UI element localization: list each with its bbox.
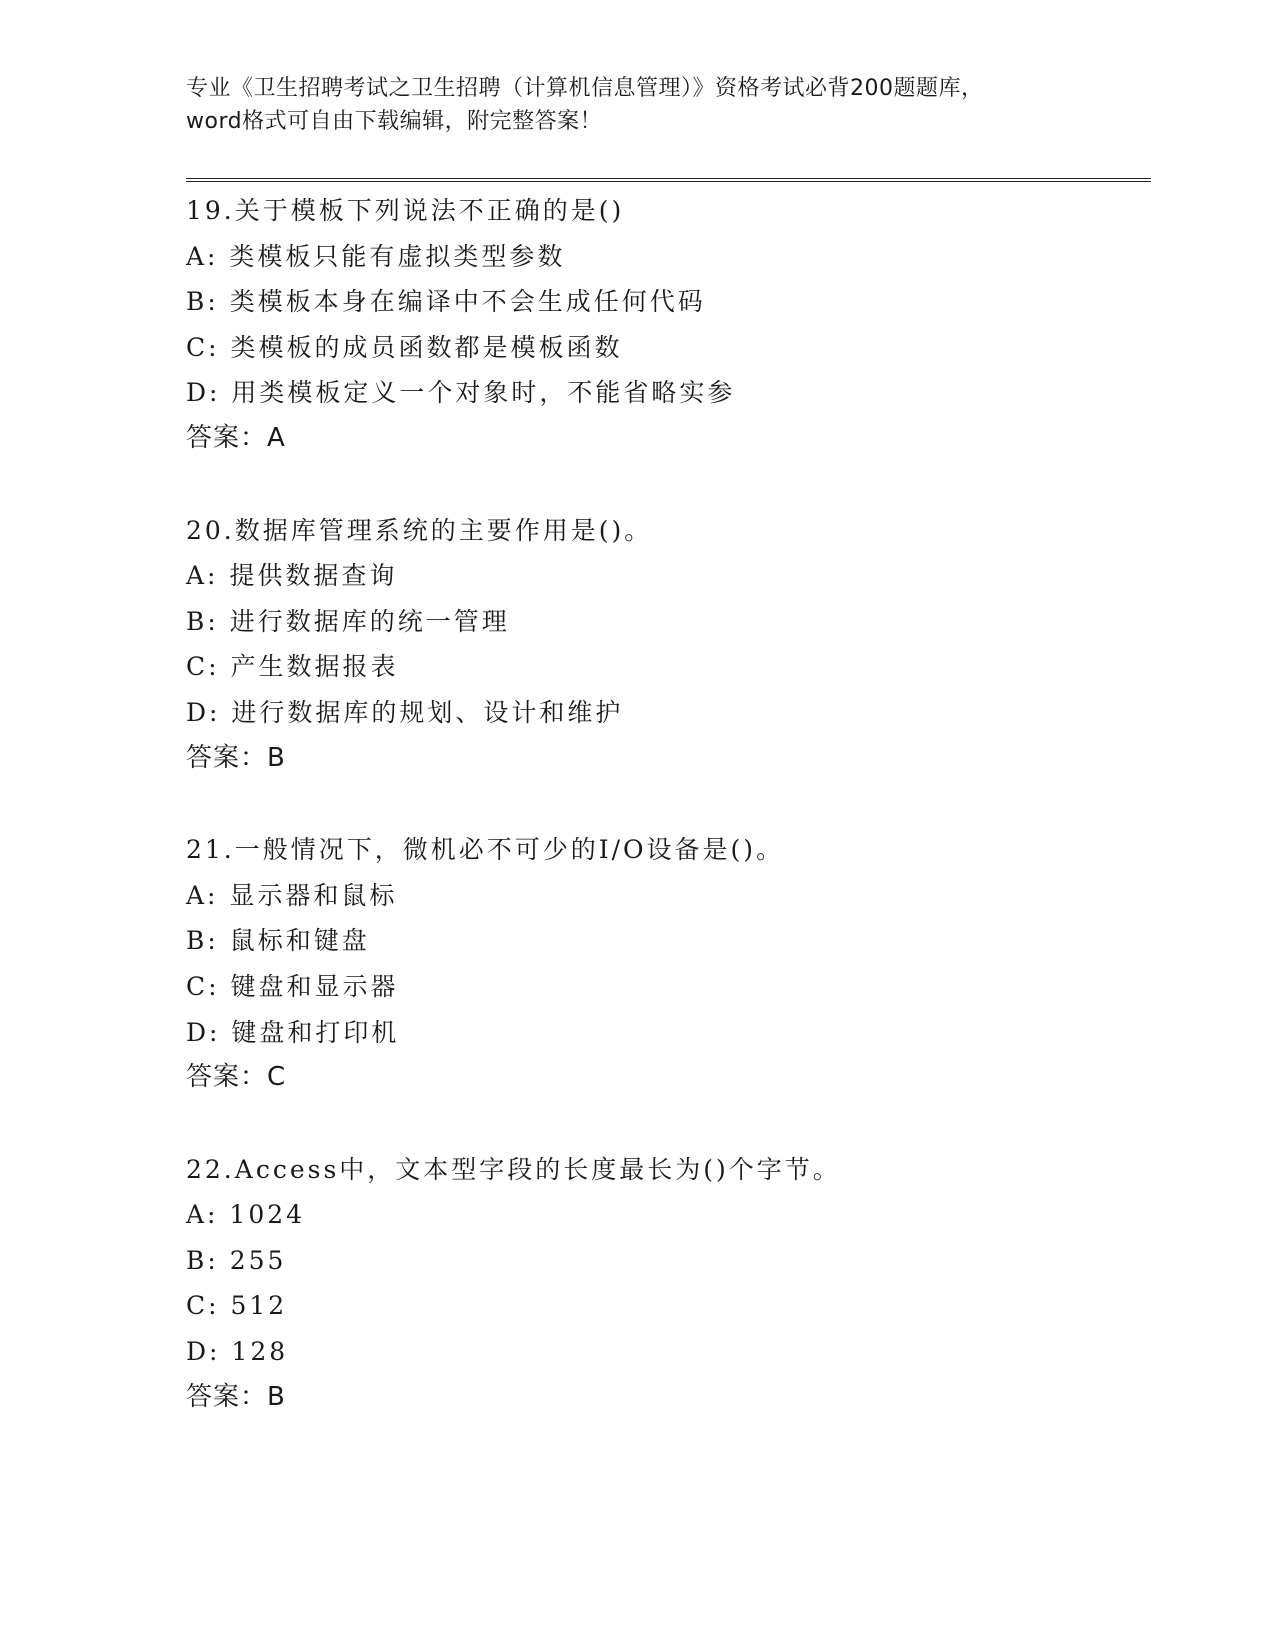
- header-line-1: 专业《卫生招聘考试之卫生招聘（计算机信息管理）》资格考试必背200题题库，: [186, 76, 984, 101]
- option-b: B: 进行数据库的统一管理: [186, 606, 510, 636]
- option-b: B: 类模板本身在编译中不会生成任何代码: [186, 287, 706, 317]
- option-c: C: 键盘和显示器: [186, 971, 399, 1001]
- answer-label: 答案：B: [186, 742, 286, 773]
- option-a: A: 提供数据查询: [186, 561, 398, 591]
- option-d: D: 128: [186, 1337, 289, 1367]
- header-line-2: word格式可自由下载编辑，附完整答案！: [186, 109, 603, 134]
- option-a: A: 1024: [186, 1200, 306, 1230]
- option-d: D: 进行数据库的规划、设计和维护: [186, 697, 624, 727]
- option-c: C: 512: [186, 1291, 288, 1321]
- question-19: [186, 188, 1151, 462]
- answer-label: 答案：C: [186, 1062, 287, 1093]
- option-a: A: 显示器和鼠标: [186, 880, 398, 910]
- question-20: [186, 508, 1151, 782]
- option-c: C: 产生数据报表: [186, 652, 399, 682]
- question-22: [186, 1147, 1151, 1421]
- question-stem: 21.一般情况下，微机必不可少的I/O设备是()。: [186, 835, 785, 865]
- option-a: A: 类模板只能有虚拟类型参数: [186, 241, 566, 271]
- option-c: C: 类模板的成员函数都是模板函数: [186, 332, 623, 362]
- document-header: [186, 72, 1086, 138]
- option-d: D: 键盘和打印机: [186, 1017, 400, 1047]
- option-d: D: 用类模板定义一个对象时，不能省略实参: [186, 378, 736, 408]
- question-stem: 19.关于模板下列说法不正确的是(): [186, 196, 625, 225]
- answer-label: 答案：A: [186, 422, 286, 453]
- option-b: B: 鼠标和键盘: [186, 926, 370, 956]
- answer-label: 答案：B: [186, 1381, 286, 1412]
- question-stem: 22.Access中，文本型字段的长度最长为()个字节。: [186, 1154, 841, 1184]
- question-21: [186, 827, 1151, 1101]
- header-divider: [186, 178, 1151, 182]
- question-stem: 20.数据库管理系统的主要作用是()。: [186, 515, 653, 545]
- question-list: [186, 188, 1151, 1466]
- option-b: B: 255: [186, 1245, 287, 1275]
